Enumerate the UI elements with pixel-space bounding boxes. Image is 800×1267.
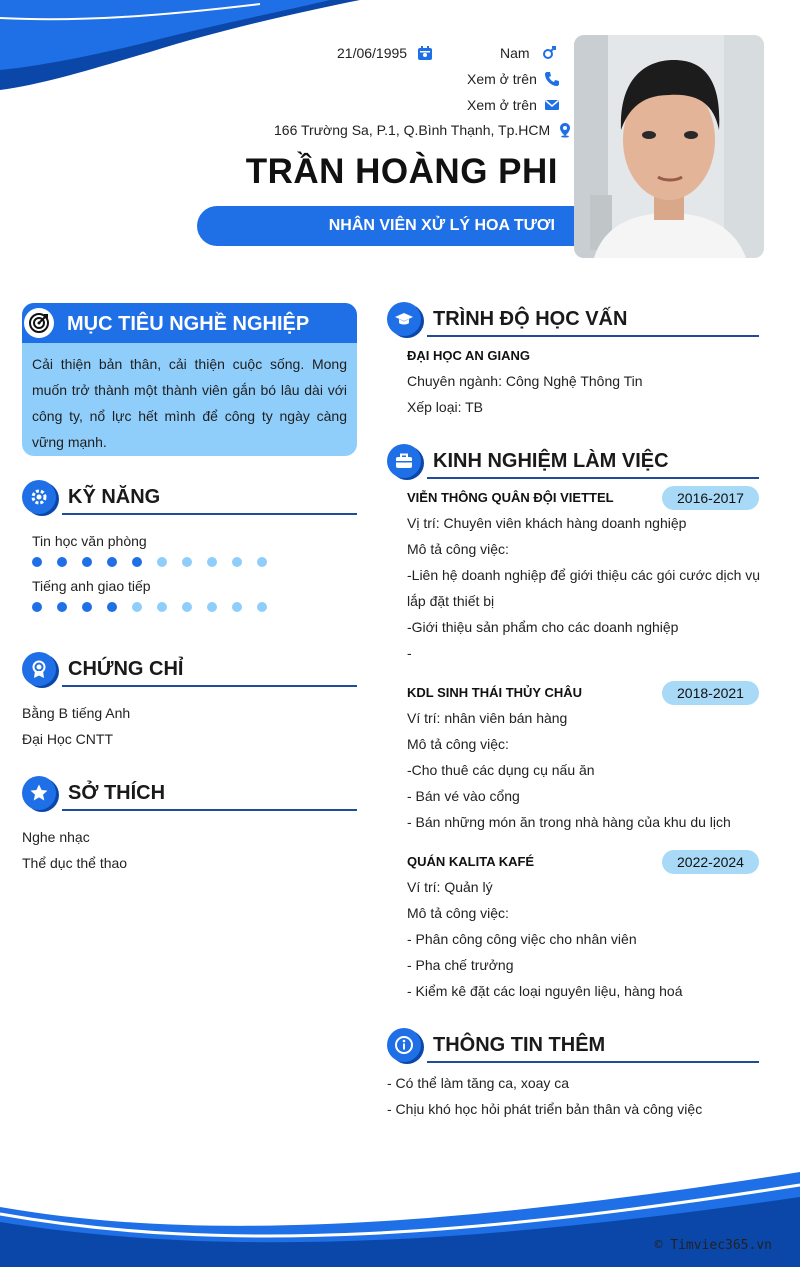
experience-divider <box>427 477 759 479</box>
job-line: - Pha chế trưởng <box>407 957 514 973</box>
job-line: Mô tả công việc: <box>407 736 509 752</box>
skill-dot-empty <box>182 602 192 612</box>
skill-dot-empty <box>257 602 267 612</box>
career-goal-text: Cải thiện bản thân, cải thiện cuộc sống. Mong muốn trở thành một thành viên gắn bó lâu dài với công ty, nổ lực hết mình để công ty ngày càng vững mạnh. <box>32 356 347 450</box>
birthday-text: 21/06/1995 <box>337 45 408 61</box>
skill-dot-empty <box>232 557 242 567</box>
phone-text: Xem ở trên <box>467 71 537 87</box>
extra-info-item-0: - Có thể làm tăng ca, xoay ca <box>387 1075 570 1091</box>
skills-title: KỸ NĂNG <box>68 486 161 508</box>
education-divider <box>427 335 759 337</box>
job-period-0: 2016-2017 <box>662 486 759 510</box>
email-text: Xem ở trên <box>467 97 537 113</box>
email-row <box>467 97 560 113</box>
hobby-item-1: Thể dục thể thao <box>22 855 128 871</box>
location-pin-icon <box>557 122 573 138</box>
candidate-name: TRẦN HOÀNG PHI <box>245 152 558 191</box>
job-period-2: 2022-2024 <box>662 850 759 874</box>
job-line: -Giới thiệu sản phẩm cho các doanh nghiệp <box>407 619 679 635</box>
job-line: Mô tả công việc: <box>407 905 509 921</box>
education-title: TRÌNH ĐỘ HỌC VẤN <box>433 308 628 330</box>
extra-info-header <box>387 1028 759 1068</box>
birthday-row <box>337 45 433 61</box>
certificates-title: CHỨNG CHỈ <box>68 658 184 680</box>
certificate-item-0: Bằng B tiếng Anh <box>22 705 131 721</box>
address-text: 166 Trường Sa, P.1, Q.Bình Thạnh, Tp.HCM <box>274 122 551 138</box>
job-line: -Cho thuê các dụng cụ nấu ăn <box>407 762 595 778</box>
hobbies-divider <box>62 809 357 811</box>
briefcase-icon <box>387 444 421 478</box>
address-row <box>274 122 573 138</box>
skill-dot-empty <box>232 602 242 612</box>
gear-icon <box>22 480 56 514</box>
phone-icon <box>544 71 560 87</box>
skill-dot-filled <box>82 602 92 612</box>
skill-name-0: Tin học văn phòng <box>32 533 147 549</box>
skills-divider <box>62 513 357 515</box>
envelope-icon <box>544 97 560 113</box>
skill-dot-filled <box>82 557 92 567</box>
job-line: Ví trí: Quản lý <box>407 879 493 895</box>
skill-dot-empty <box>257 557 267 567</box>
footer-credit: © Timviec365.vn <box>654 1238 772 1253</box>
skill-dot-empty <box>182 557 192 567</box>
job-line: - Kiểm kê đặt các loại nguyên liệu, hàng hoá <box>407 983 683 999</box>
gender-icon <box>541 45 557 61</box>
phone-row <box>467 71 560 87</box>
extra-info-item-1: - Chịu khó học hỏi phát triển bản thân và công việc <box>387 1101 703 1117</box>
skills-header <box>22 480 357 520</box>
skill-name-1: Tiếng anh giao tiếp <box>32 578 151 594</box>
skill-dot-empty <box>207 557 217 567</box>
job-title-text: NHÂN VIÊN XỬ LÝ HOA TƯƠI <box>328 217 555 234</box>
skill-dot-filled <box>57 602 67 612</box>
certificate-item-1: Đại Học CNTT <box>22 731 114 747</box>
skill-dot-empty <box>157 602 167 612</box>
hobby-item-0: Nghe nhạc <box>22 829 90 845</box>
experience-header <box>387 444 759 484</box>
skill-level-1 <box>32 602 267 612</box>
extra-info-title: THÔNG TIN THÊM <box>433 1034 606 1056</box>
skill-dot-empty <box>207 602 217 612</box>
job-line: - Bán những món ăn trong nhà hàng của khu du lịch <box>407 814 731 830</box>
job-title-banner <box>197 206 585 246</box>
award-icon <box>22 652 56 686</box>
skill-dot-empty <box>157 557 167 567</box>
skill-dot-filled <box>32 602 42 612</box>
school-name: ĐẠI HỌC AN GIANG <box>407 348 531 363</box>
experience-title: KINH NGHIỆM LÀM VIỆC <box>433 450 669 472</box>
star-icon <box>22 776 56 810</box>
skill-dot-empty <box>132 602 142 612</box>
skill-dot-filled <box>107 557 117 567</box>
job-line: - <box>407 645 412 661</box>
job-line: - Bán vé vào cổng <box>407 788 520 804</box>
job-line: Ví trí: nhân viên bán hàng <box>407 710 568 726</box>
skill-dot-filled <box>32 557 42 567</box>
skill-dot-filled <box>57 557 67 567</box>
info-icon <box>387 1028 421 1062</box>
top-wave-decoration <box>0 0 360 95</box>
extra-info-divider <box>427 1061 759 1063</box>
skill-level-0 <box>32 557 267 567</box>
job-company-2: QUÁN KALITA KAFÉ <box>407 854 535 869</box>
gender-text: Nam <box>500 45 530 61</box>
grade-text: Xếp loại: TB <box>407 399 484 415</box>
graduation-cap-icon <box>387 302 421 336</box>
target-icon <box>24 308 54 338</box>
job-period-1: 2018-2021 <box>662 681 759 705</box>
job-company-0: VIỄN THÔNG QUÂN ĐỘI VIETTEL <box>407 490 614 505</box>
job-line: lắp đặt thiết bị <box>407 593 495 609</box>
skill-dot-filled <box>107 602 117 612</box>
hobbies-header <box>22 776 357 816</box>
education-header <box>387 302 759 342</box>
job-line: Vị trí: Chuyên viên khách hàng doanh nghiệp <box>407 515 687 531</box>
hobbies-title: SỞ THÍCH <box>68 782 166 804</box>
certificates-header <box>22 652 357 692</box>
career-goal-title: MỤC TIÊU NGHỀ NGHIỆP <box>67 313 310 335</box>
job-line: -Liên hệ doanh nghiệp để giới thiệu các gói cước dịch vụ <box>407 567 761 583</box>
job-company-1: KDL SINH THÁI THỦY CHÂU <box>407 685 583 700</box>
job-line: - Phân công công việc cho nhân viên <box>407 931 637 947</box>
job-line: Mô tả công việc: <box>407 541 509 557</box>
career-goal-section <box>22 303 357 456</box>
career-goal-header <box>22 303 357 343</box>
certificates-divider <box>62 685 357 687</box>
skill-dot-filled <box>132 557 142 567</box>
calendar-icon <box>417 45 433 61</box>
major-text: Chuyên ngành: Công Nghệ Thông Tin <box>407 373 643 389</box>
profile-photo <box>574 35 764 258</box>
gender-row <box>500 45 557 61</box>
